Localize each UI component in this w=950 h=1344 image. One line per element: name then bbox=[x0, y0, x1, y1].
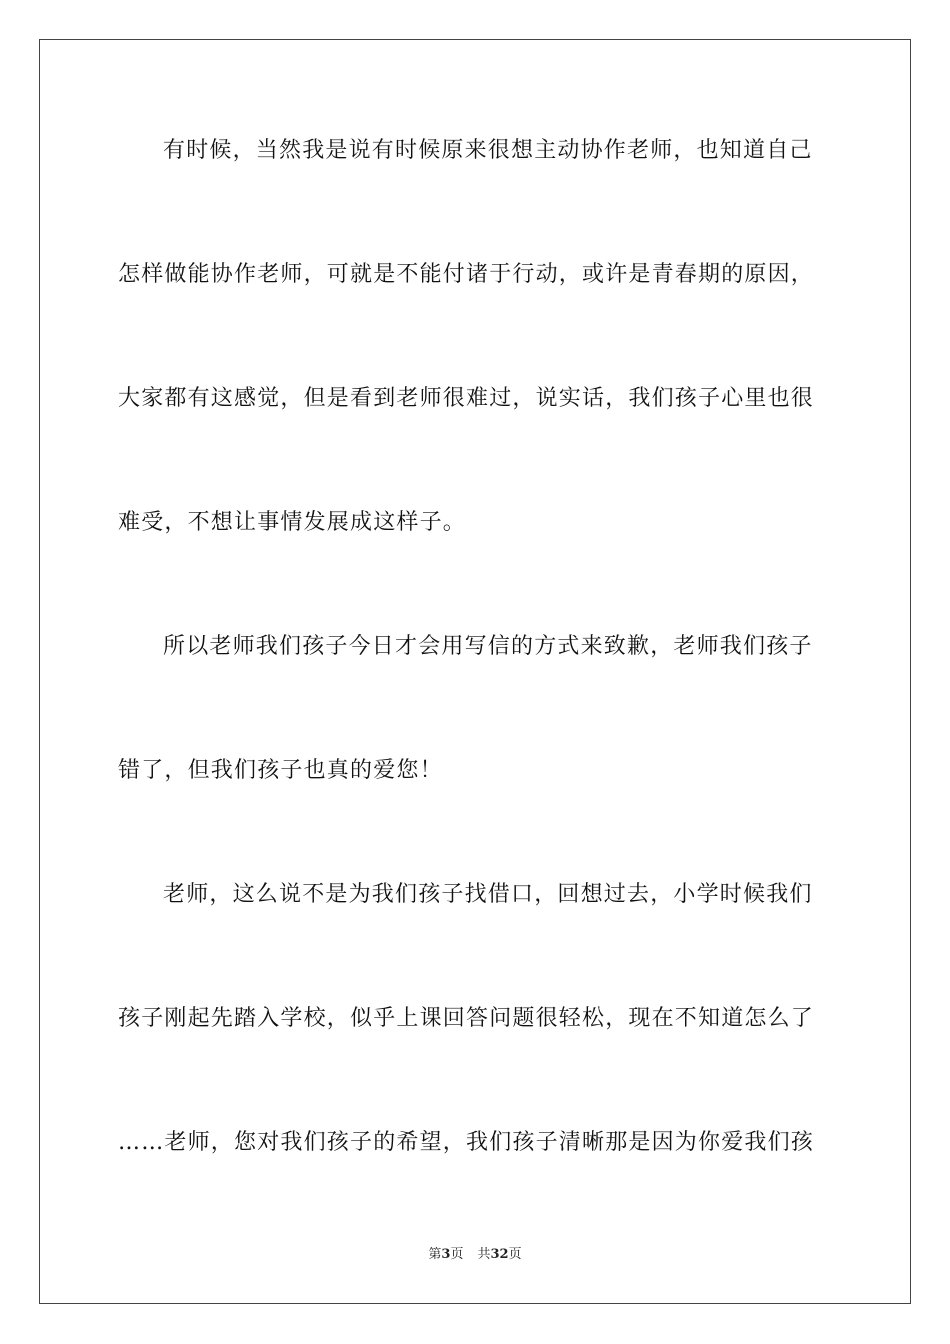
page-border bbox=[39, 39, 911, 1304]
footer-prefix: 第 bbox=[428, 1247, 442, 1262]
footer-page-suffix: 页 bbox=[450, 1247, 464, 1262]
text-line-2: 怎样做能协作老师，可就是不能付诸于行动，或许是青春期的原因， bbox=[118, 262, 815, 287]
page-number: 3 bbox=[441, 1247, 451, 1262]
text-line-6: 错了，但我们孩子也真的爱您！ bbox=[118, 758, 443, 783]
text-line-7: 老师，这么说不是为我们孩子找借口，回想过去，小学时候我们 bbox=[163, 882, 813, 907]
text-line-4: 难受，不想让事情发展成这样子。 bbox=[118, 510, 467, 535]
footer-total-prefix: 共 bbox=[477, 1247, 491, 1262]
text-line-9: ……老师，您对我们孩子的希望，我们孩子清晰那是因为你爱我们孩 bbox=[118, 1130, 815, 1155]
page-footer bbox=[0, 1246, 950, 1264]
text-line-1: 有时候，当然我是说有时候原来很想主动协作老师，也知道自己 bbox=[163, 138, 813, 163]
text-line-8: 孩子刚起先踏入学校，似乎上课回答问题很轻松，现在不知道怎么了 bbox=[118, 1006, 815, 1031]
text-line-3: 大家都有这感觉，但是看到老师很难过，说实话，我们孩子心里也很 bbox=[118, 386, 815, 411]
text-line-5: 所以老师我们孩子今日才会用写信的方式来致歉，老师我们孩子 bbox=[163, 634, 813, 659]
total-pages: 32 bbox=[490, 1247, 509, 1262]
footer-total-suffix: 页 bbox=[508, 1247, 522, 1262]
